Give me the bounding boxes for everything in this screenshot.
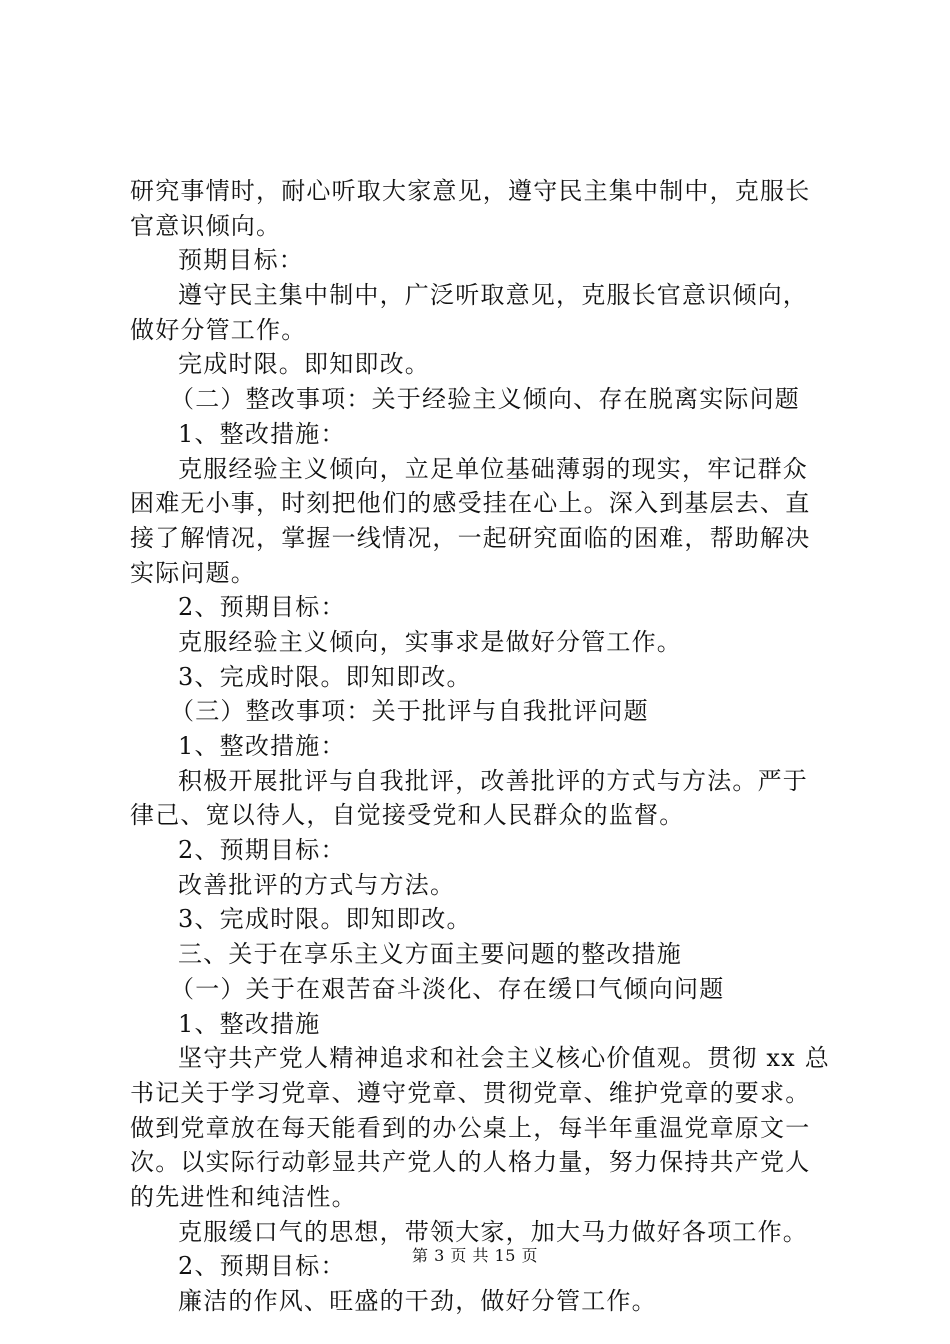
body-line: 3、完成时限。即知即改。 <box>178 662 472 691</box>
body-line: 廉洁的作风、旺盛的干劲，做好分管工作。 <box>178 1287 657 1315</box>
body-line: 1、整改措施 <box>178 1009 321 1038</box>
body-line: 2、预期目标： <box>178 593 346 622</box>
section-heading: （三）整改事项：关于批评与自我批评问题 <box>170 697 649 726</box>
body-line: 克服经验主义倾向，立足单位基础薄弱的现实，牢记群众 <box>178 454 808 483</box>
body-line: 遵守民主集中制中，广泛听取意见，克服长官意识倾向， <box>178 281 808 310</box>
body-line: 2、预期目标： <box>178 1252 346 1281</box>
section-heading: （二）整改事项：关于经验主义倾向、存在脱离实际问题 <box>170 385 800 414</box>
body-line: 坚守共产党人精神追求和社会主义核心价值观。贯彻 xx 总 <box>178 1044 830 1073</box>
body-line: 官意识倾向。 <box>130 211 282 240</box>
body-line: 1、整改措施： <box>178 732 346 760</box>
page-number-footer: 第 3 页 共 15 页 <box>412 1246 538 1265</box>
body-line: 克服缓口气的思想，带领大家，加大马力做好各项工作。 <box>178 1217 808 1246</box>
body-line: 2、预期目标： <box>178 836 346 865</box>
body-line: 克服经验主义倾向，实事求是做好分管工作。 <box>178 627 682 656</box>
body-line: 接了解情况，掌握一线情况，一起研究面临的困难，帮助解决 <box>130 523 811 552</box>
body-line: 研究事情时，耐心听取大家意见，遵守民主集中制中，克服长 <box>130 177 811 205</box>
body-line: 做到党章放在每天能看到的办公桌上，每半年重温党章原文一 <box>130 1113 811 1142</box>
body-line: 改善批评的方式与方法。 <box>178 870 456 899</box>
body-line: 1、整改措施： <box>178 419 346 448</box>
section-heading: （一）关于在艰苦奋斗淡化、存在缓口气倾向问题 <box>170 974 725 1003</box>
body-line: 书记关于学习党章、遵守党章、贯彻党章、维护党章的要求。 <box>130 1078 811 1107</box>
body-line: 的先进性和纯洁性。 <box>130 1182 357 1211</box>
body-line: 实际问题。 <box>130 558 256 587</box>
body-line: 3、完成时限。即知即改。 <box>178 905 472 934</box>
body-line: 做好分管工作。 <box>130 315 307 344</box>
body-line: 预期目标： <box>178 246 304 275</box>
document-body <box>130 174 842 1319</box>
body-line: 完成时限。即知即改。 <box>178 350 430 379</box>
body-line: 积极开展批评与自我批评，改善批评的方式与方法。严于 <box>178 766 808 795</box>
body-line: 律己、宽以待人，自觉接受党和人民群众的监督。 <box>130 801 685 830</box>
section-heading: 三、关于在享乐主义方面主要问题的整改措施 <box>178 940 682 969</box>
body-line: 困难无小事，时刻把他们的感受挂在心上。深入到基层去、直 <box>130 489 811 518</box>
body-line: 次。以实际行动彰显共产党人的人格力量，努力保持共产党人 <box>130 1148 811 1177</box>
